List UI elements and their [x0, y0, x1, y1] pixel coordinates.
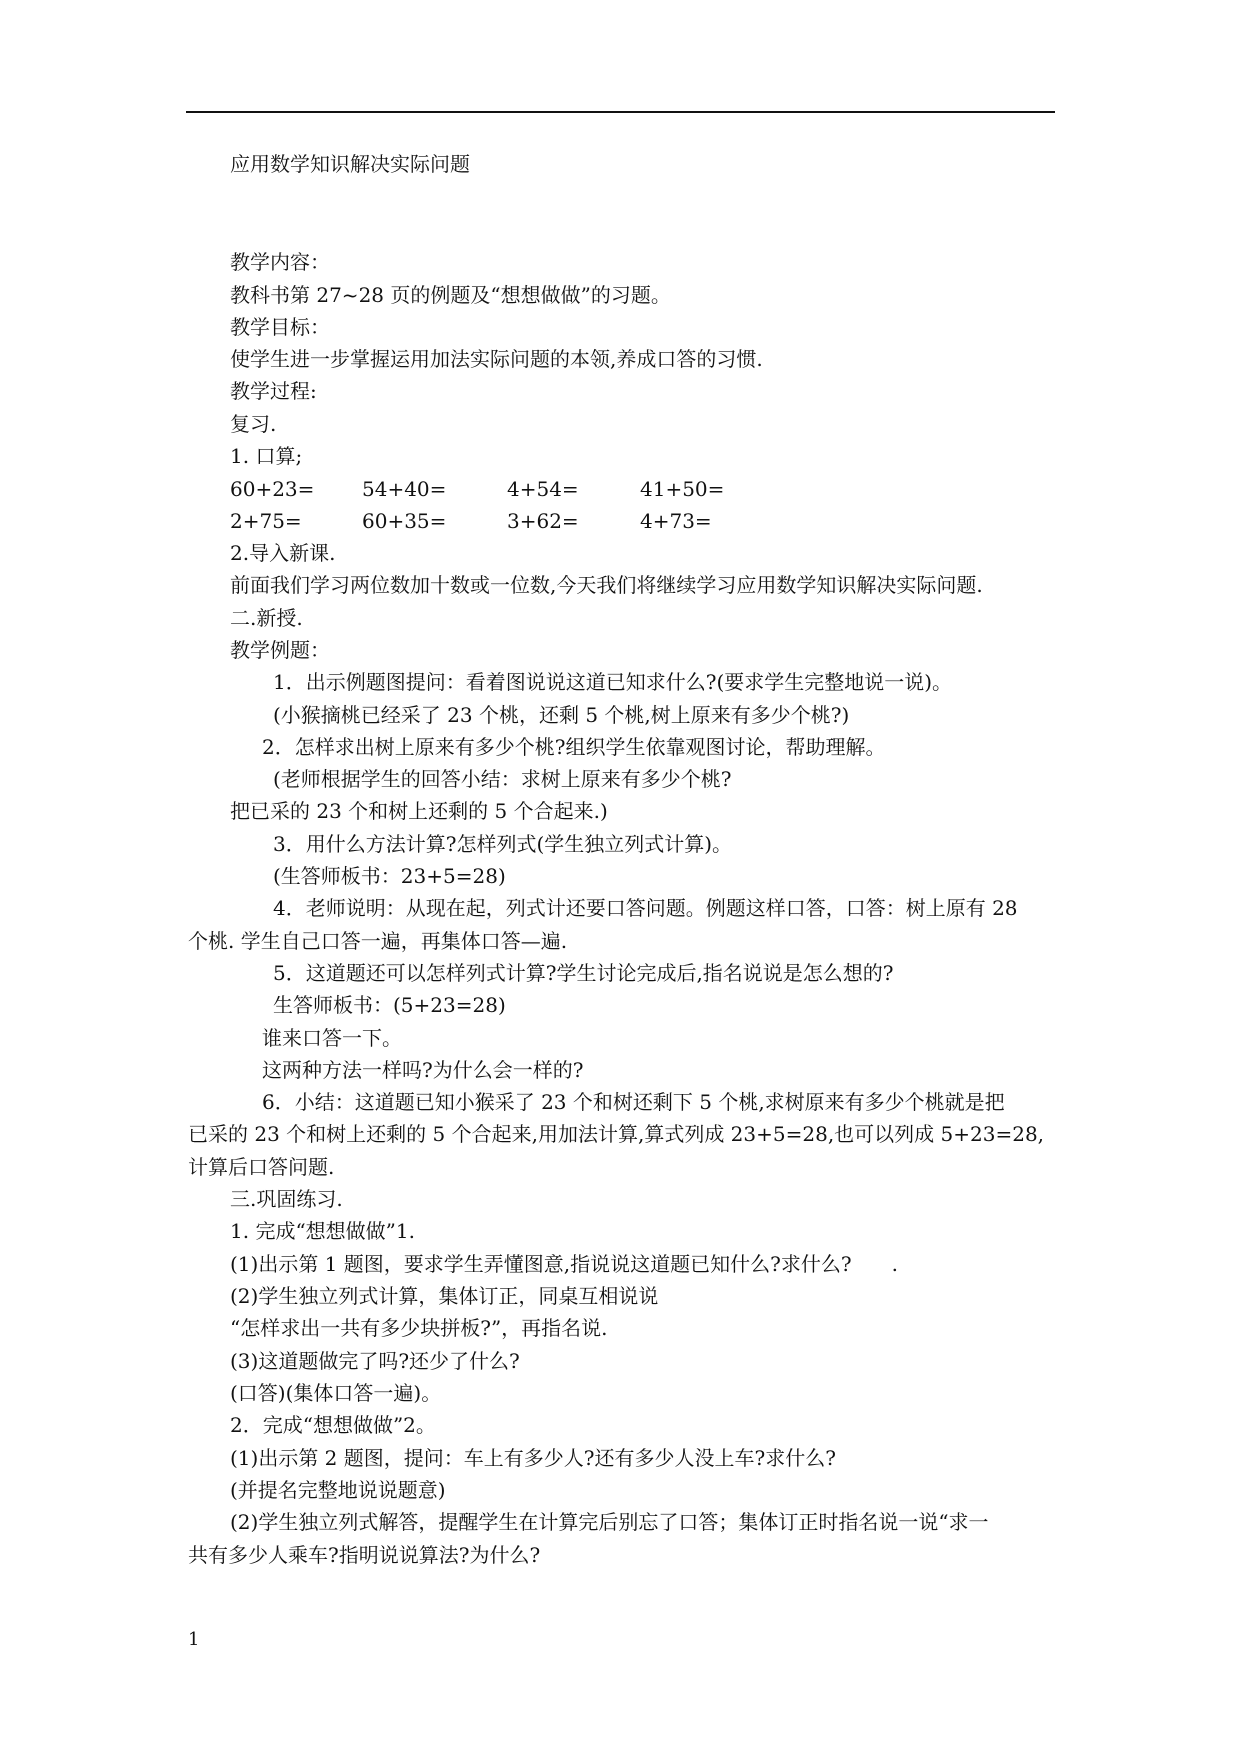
document-title: 应用数学知识解决实际问题 — [230, 152, 470, 176]
text-line: 谁来口答一下。 — [262, 1026, 402, 1050]
calc-cell: 4+73= — [640, 509, 712, 533]
calc-cell: 54+40= — [362, 477, 447, 501]
text-line: (2)学生独立列式计算，集体订正，同桌互相说说 — [230, 1284, 659, 1308]
calc-cell: 4+54= — [507, 477, 579, 501]
page-number: 1 — [188, 1629, 200, 1650]
text-line: 教学过程: — [230, 379, 317, 403]
calc-cell: 2+75= — [230, 509, 302, 533]
text-line: 教科书第 27~28 页的例题及“想想做做”的习题。 — [230, 283, 671, 307]
text-line: 三.巩固练习. — [230, 1187, 343, 1211]
text-line: 个桃. 学生自己口答一遍，再集体口答—遍. — [188, 929, 568, 953]
text-line: 使学生进一步掌握运用加法实际问题的本领,养成口答的习惯. — [230, 347, 763, 371]
text-line: 前面我们学习两位数加十数或一位数,今天我们将继续学习应用数学知识解决实际问题. — [230, 573, 983, 597]
text-line: 1．出示例题图提问：看着图说说这道已知求什么?(要求学生完整地说一说)。 — [273, 670, 953, 694]
text-line: (并提名完整地说说题意) — [230, 1478, 446, 1502]
text-line: 4．老师说明：从现在起，列式计还要口答问题。例题这样口答，口答：树上原有 28 — [273, 896, 1018, 920]
calc-cell: 3+62= — [507, 509, 579, 533]
text-line: 2.导入新课. — [230, 541, 336, 565]
text-line: 1. 口算; — [230, 444, 303, 468]
text-line: 已采的 23 个和树上还剩的 5 个合起来,用加法计算,算式列成 23+5=28,也可以列成 5+23=28, — [188, 1122, 1045, 1146]
text-line: 教学内容： — [230, 250, 330, 274]
calc-cell: 60+35= — [362, 509, 447, 533]
text-line: 2．完成“想想做做”2。 — [230, 1413, 436, 1437]
text-line: (2)学生独立列式解答，提醒学生在计算完后别忘了口答；集体订正时指名说一说“求一 — [230, 1510, 989, 1534]
text-line: 二.新授. — [230, 606, 303, 630]
calc-cell: 60+23= — [230, 477, 315, 501]
text-line: 教学例题： — [230, 638, 330, 662]
text-line: 把已采的 23 个和树上还剩的 5 个合起来.) — [230, 799, 608, 823]
header-rule — [186, 111, 1055, 113]
text-line: (3)这道题做完了吗?还少了什么? — [230, 1349, 520, 1373]
text-line: 2．怎样求出树上原来有多少个桃?组织学生依靠观图讨论，帮助理解。 — [262, 735, 886, 759]
text-line: 计算后口答问题. — [188, 1155, 335, 1179]
calc-cell: 41+50= — [640, 477, 725, 501]
text-line: (小猴摘桃已经采了 23 个桃，还剩 5 个桃,树上原来有多少个桃?) — [273, 703, 850, 727]
text-line: 1. 完成“想想做做”1. — [230, 1219, 415, 1243]
text-line: (1)出示第 1 题图，要求学生弄懂图意,指说说这道题已知什么?求什么? . — [230, 1252, 898, 1276]
text-line: 6．小结：这道题已知小猴采了 23 个和树还剩下 5 个桃,求树原来有多少个桃就是把 — [262, 1090, 1005, 1114]
text-line: (口答)(集体口答一遍)。 — [230, 1381, 442, 1405]
text-line: 复习. — [230, 412, 277, 436]
text-line: 3．用什么方法计算?怎样列式(学生独立列式计算)。 — [273, 832, 733, 856]
text-line: 生答师板书：(5+23=28) — [273, 993, 506, 1017]
text-line: “怎样求出一共有多少块拼板?”，再指名说. — [230, 1316, 608, 1340]
text-line: 这两种方法一样吗?为什么会一样的? — [262, 1058, 584, 1082]
text-line: 共有多少人乘车?指明说说算法?为什么? — [188, 1543, 541, 1567]
text-line: (1)出示第 2 题图，提问：车上有多少人?还有多少人没上车?求什么? — [230, 1446, 836, 1470]
text-line: 5．这道题还可以怎样列式计算?学生讨论完成后,指名说说是怎么想的? — [273, 961, 894, 985]
text-line: (老师根据学生的回答小结：求树上原来有多少个桃? — [273, 767, 732, 791]
text-line: 教学目标： — [230, 315, 330, 339]
text-line: (生答师板书：23+5=28) — [273, 864, 506, 888]
